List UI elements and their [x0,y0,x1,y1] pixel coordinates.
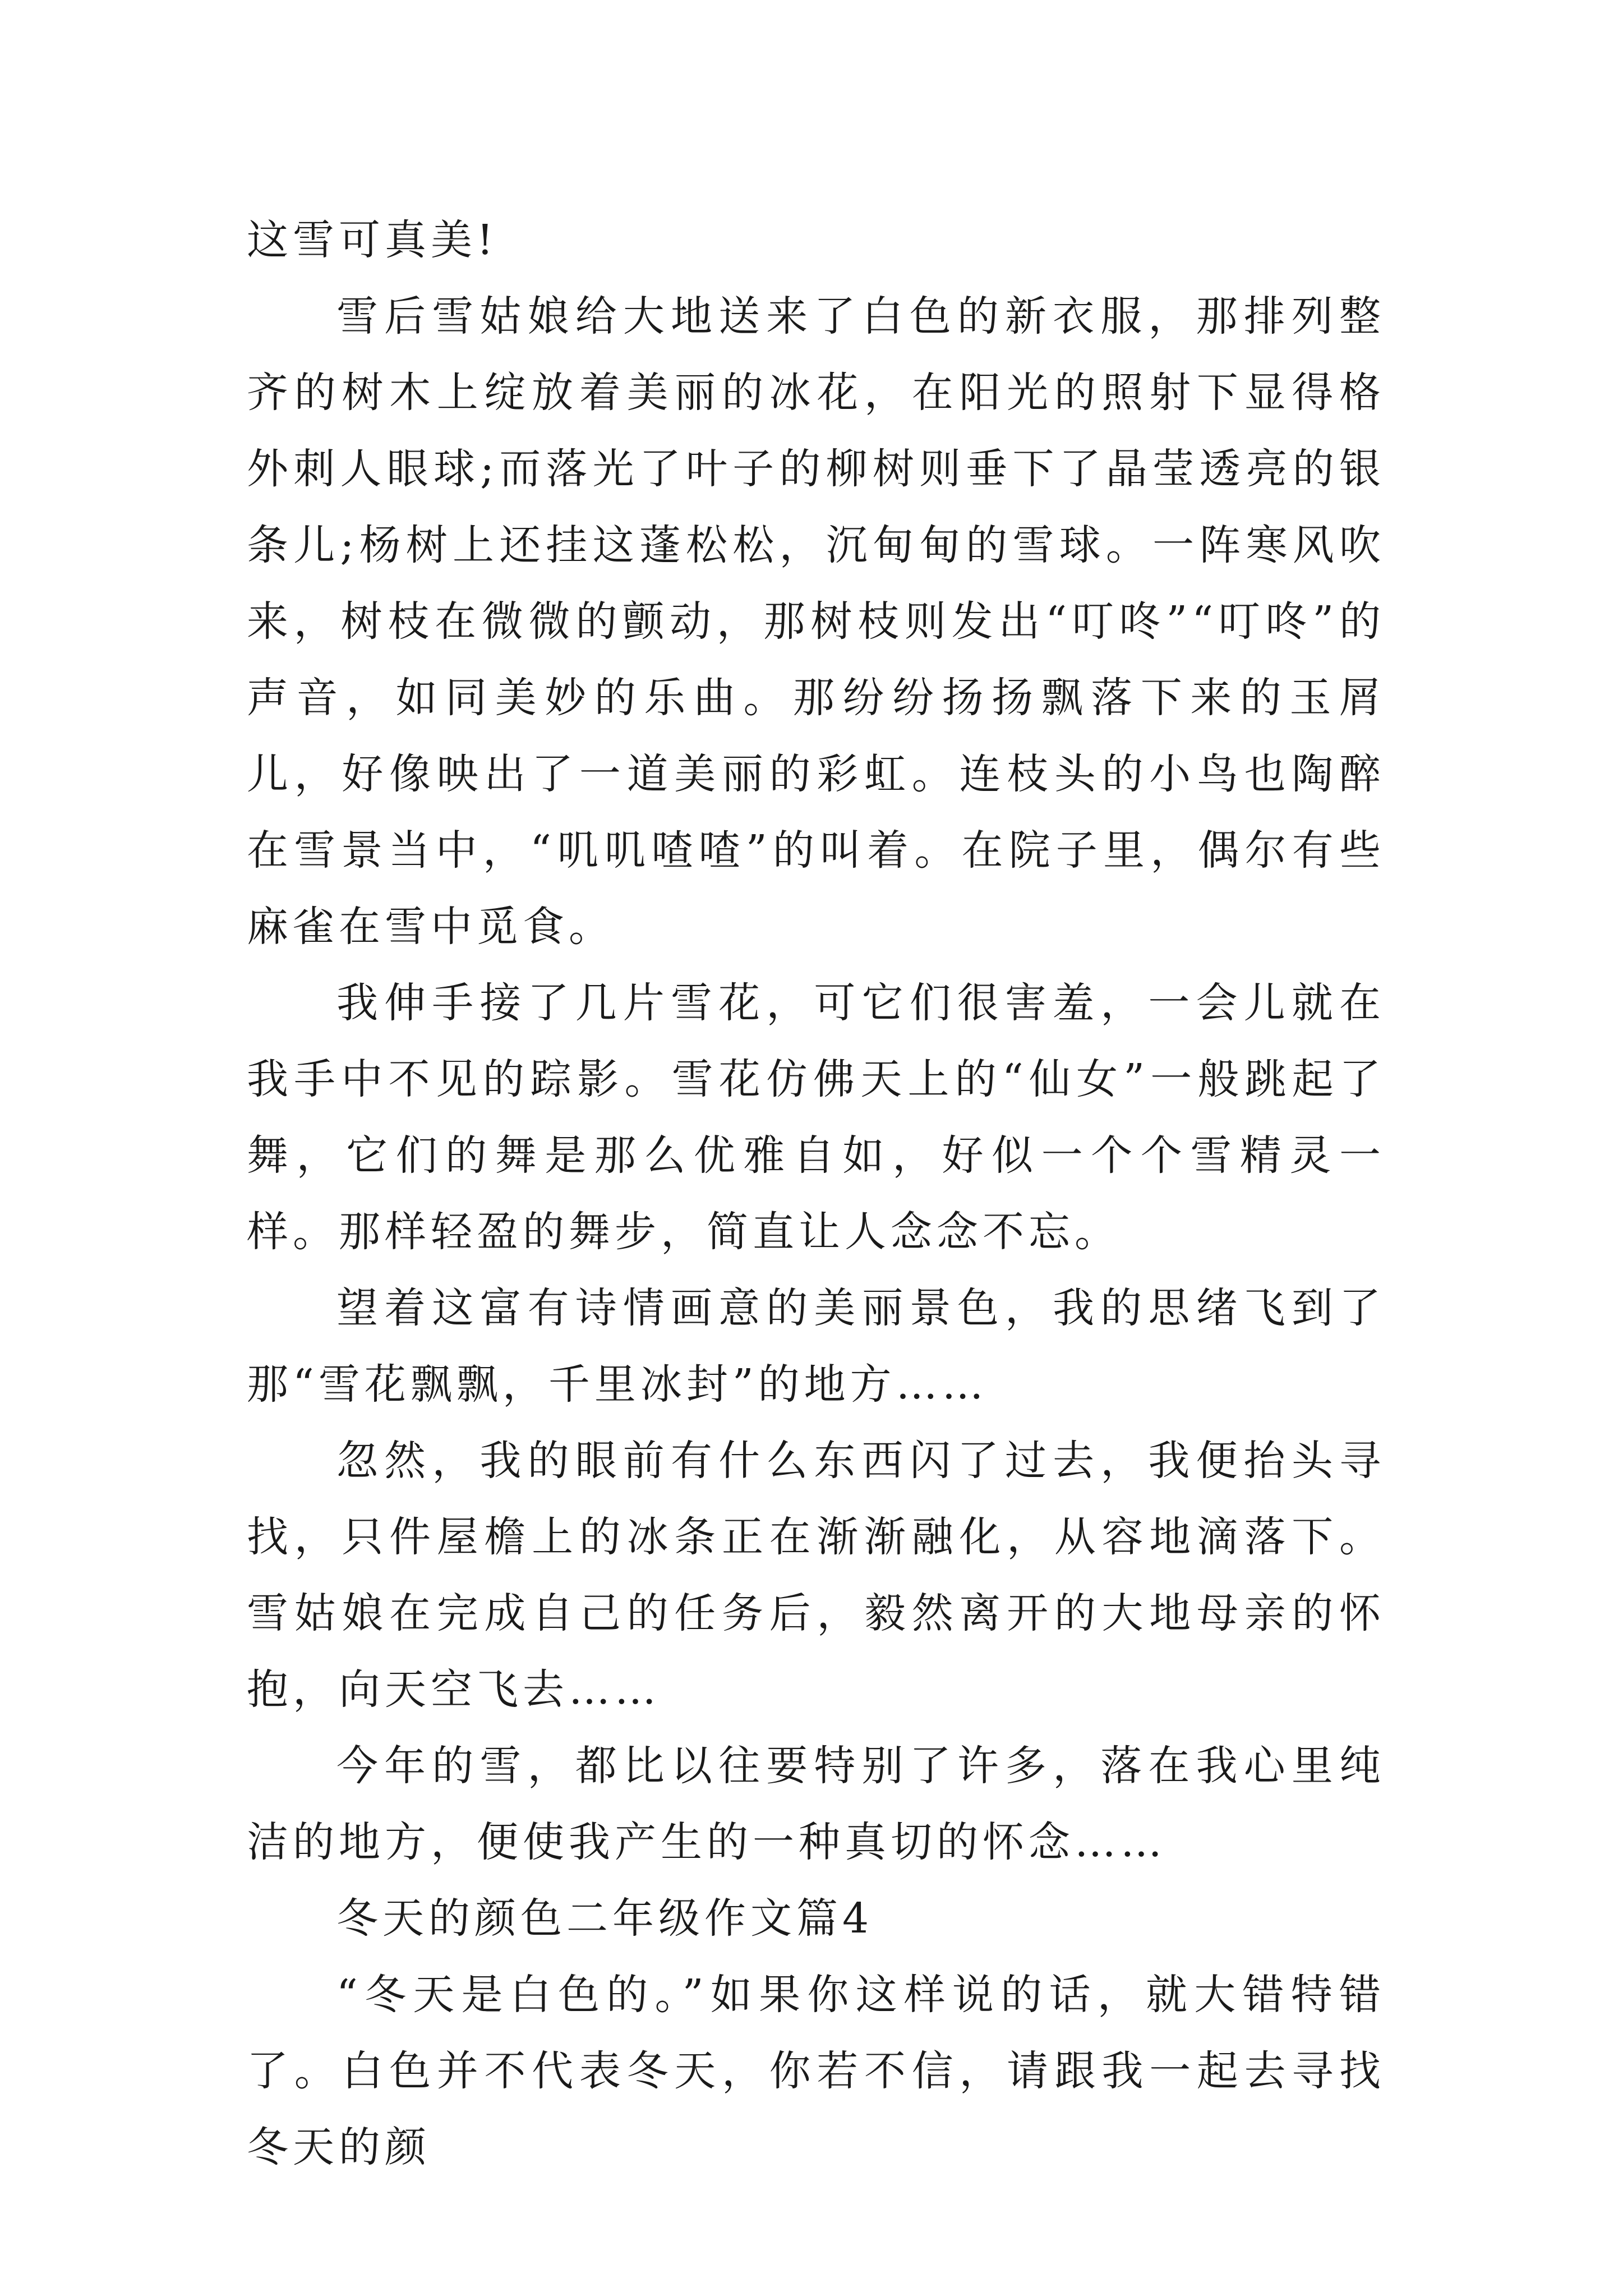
paragraph-3: 我伸手接了几片雪花，可它们很害羞，一会儿就在我手中不见的踪影。雪花仿佛天上的“仙女”一般跳起了舞，它们的舞是那么优雅自如，好似一个个雪精灵一样。那样轻盈的舞步，简直让人念念不忘。 [247,979,1385,1256]
paragraph-7: “冬天是白色的。”如果你这样说的话，就大错特错了。白色并不代表冬天，你若不信，请跟我一起去寻找冬天的颜 [247,1971,1385,2171]
paragraph-2: 雪后雪姑娘给大地送来了白色的新衣服，那排列整齐的树木上绽放着美丽的冰花，在阳光的照射下显得格外刺人眼球;而落光了叶子的柳树则垂下了晶莹透亮的银条儿;杨树上还挂这蓬松松，沉甸甸的雪球。一阵寒风吹来，树枝在微微的颤动，那树枝则发出“叮咚”“叮咚”的声音，如同美妙的乐曲。那纷纷扬扬飘落下来的玉屑儿，好像映出了一道美丽的彩虹。连枝头的小鸟也陶醉在雪景当中，“叽叽喳喳”的叫着。在院子里，偶尔有些麻雀在雪中觅食。 [247,292,1385,951]
paragraph-6: 今年的雪，都比以往要特别了许多，落在我心里纯洁的地方，便使我产生的一种真切的怀念…… [247,1742,1385,1866]
essay-body [247,202,1385,2185]
paragraph-1: 这雪可真美! [247,216,498,264]
section-heading: 冬天的颜色二年级作文篇4 [336,1894,874,1943]
paragraph-4: 望着这富有诗情画意的美丽景色，我的思绪飞到了那“雪花飘飘，千里冰封”的地方…… [247,1284,1385,1409]
paragraph-5: 忽然，我的眼前有什么东西闪了过去，我便抬头寻找，只件屋檐上的冰条正在渐渐融化，从容地滴落下。雪姑娘在完成自己的任务后，毅然离开的大地母亲的怀抱，向天空飞去…… [247,1437,1385,1714]
